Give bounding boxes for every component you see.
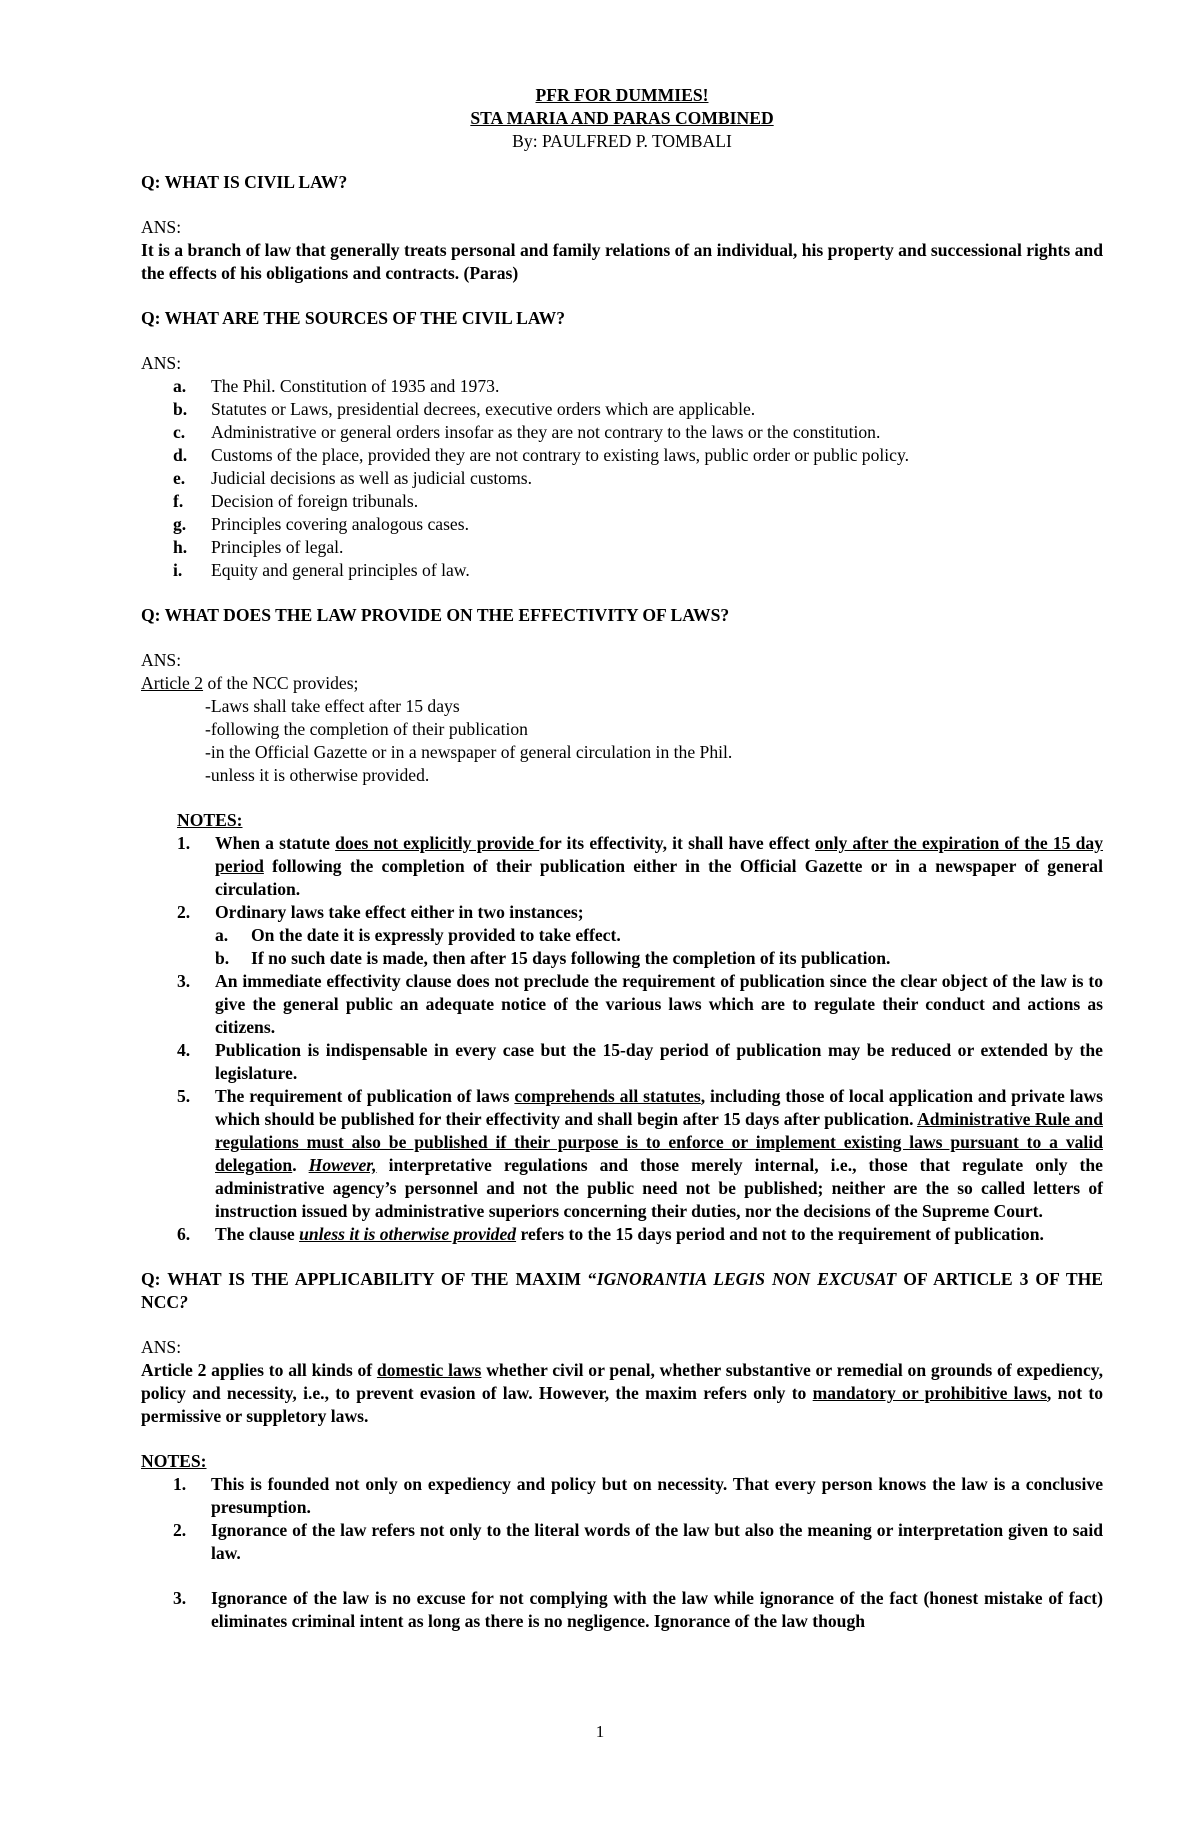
document-author: By: PAULFRED P. TOMBALI: [512, 131, 732, 151]
ans-label: ANS:: [141, 1337, 182, 1357]
list-item: d. Customs of the place, provided they are not contrary to existing laws, public order or public policy.: [173, 445, 910, 465]
list-item: -following the completion of their publication: [205, 719, 528, 739]
notes-heading: NOTES:: [177, 810, 243, 830]
document-header: [141, 84, 1103, 153]
list-item: 1. When a statute does not explicitly provide for its effectivity, it shall have effect only after the expiration of the 15 day period following the completion of their publication either in the Official Gazette or in a newspaper of general circulation.: [177, 833, 1104, 899]
page-number: 1: [595, 1722, 605, 1741]
list-item: e. Judicial decisions as well as judicial customs.: [173, 468, 533, 488]
list-item: -in the Official Gazette or in a newspaper of general circulation in the Phil.: [205, 742, 733, 762]
document-subtitle: STA MARIA AND PARAS COMBINED: [470, 108, 774, 128]
list-item: g. Principles covering analogous cases.: [173, 514, 469, 534]
document-title: PFR FOR DUMMIES!: [535, 85, 709, 105]
list-item: 3. An immediate effectivity clause does not preclude the requirement of publication since the clear object of the law is to give the general public an adequate notice of the various laws which are to regulate their conduct and actions as citizens.: [177, 971, 1103, 1037]
sources-list: [173, 375, 1103, 582]
list-item: a. On the date it is expressly provided to take effect.: [215, 925, 621, 945]
ans-label: ANS:: [141, 217, 182, 237]
question-effectivity: Q: WHAT DOES THE LAW PROVIDE ON THE EFFECTIVITY OF LAWS?: [141, 605, 730, 625]
question-civil-law: Q: WHAT IS CIVIL LAW?: [141, 172, 348, 192]
list-item: f. Decision of foreign tribunals.: [173, 491, 419, 511]
list-item: i. Equity and general principles of law.: [173, 560, 470, 580]
document-page: [141, 84, 1103, 1633]
list-item: -unless it is otherwise provided.: [205, 765, 430, 785]
provision-lines: [205, 695, 1103, 787]
ans-label: ANS:: [141, 353, 182, 373]
list-item: h. Principles of legal.: [173, 537, 344, 557]
question-sources: Q: WHAT ARE THE SOURCES OF THE CIVIL LAW?: [141, 308, 565, 328]
sub-list: [215, 924, 1103, 970]
list-item: 5. The requirement of publication of laws comprehends all statutes, including those of local application and private laws which should be published for their effectivity and shall begin after 15 days after publication. Administrative Rule and regulations must also be published if their purpose is to enforce or implement existing laws pursuant to a valid delegation. However, interpretative regulations and those merely internal, i.e., those that regulate only the administrative agency’s personnel and not the public need not be published; neither are the so called letters of instruction issued by administrative superiors concerning their duties, nor the decisions of the Supreme Court.: [177, 1086, 1103, 1221]
list-item: 3. Ignorance of the law is no excuse for not complying with the law while ignorance of the fact (honest mistake of fact) eliminates criminal intent as long as there is no negligence. Ignorance of the law though: [173, 1588, 1103, 1631]
ans-label: ANS:: [141, 650, 182, 670]
list-item: 2. Ignorance of the law refers not only to the literal words of the law but also the meaning or interpretation given to said law.: [173, 1520, 1103, 1563]
list-item: a. The Phil. Constitution of 1935 and 1973.: [173, 376, 500, 396]
list-item: 6. The clause unless it is otherwise provided refers to the 15 days period and not to the requirement of publication.: [177, 1224, 1044, 1244]
article-2-link: Article 2: [141, 673, 204, 693]
list-item: 2. Ordinary laws take effect either in two instances; a. On the date it is expressly provided to take effect. b. If no such date is made, then after 15 days following the completion of its publication.: [177, 901, 1103, 970]
notes-list: [173, 1473, 1103, 1633]
list-item: -Laws shall take effect after 15 days: [205, 696, 460, 716]
list-item: 4. Publication is indispensable in every case but the 15-day period of publication may be reduced or extended by the legislature.: [177, 1040, 1103, 1083]
notes-heading: NOTES:: [141, 1451, 207, 1471]
list-item: c. Administrative or general orders insofar as they are not contrary to the laws or the constitution.: [173, 422, 881, 442]
answer-ignorantia: Article 2 applies to all kinds of domestic laws whether civil or penal, whether substantive or remedial on grounds of expediency, policy and necessity, i.e., to prevent evasion of law. However, the maxim refers only to mandatory or prohibitive laws, not to permissive or suppletory laws.: [141, 1360, 1104, 1426]
list-item: b. If no such date is made, then after 15 days following the completion of its publication.: [215, 948, 891, 968]
list-item: 1. This is founded not only on expediency and policy but on necessity. That every person knows the law is a conclusive presumption.: [173, 1474, 1103, 1517]
article-2-line: Article 2 of the NCC provides;: [141, 673, 359, 693]
answer-civil-law: It is a branch of law that generally treats personal and family relations of an individual, his property and successional rights and the effects of his obligations and contracts. (Paras): [141, 240, 1103, 283]
notes-list: [177, 832, 1103, 1246]
list-item: b. Statutes or Laws, presidential decrees, executive orders which are applicable.: [173, 399, 756, 419]
question-ignorantia: Q: WHAT IS THE APPLICABILITY OF THE MAXIM “IGNORANTIA LEGIS NON EXCUSAT OF ARTICLE 3 OF THE NCC?: [141, 1269, 1103, 1312]
